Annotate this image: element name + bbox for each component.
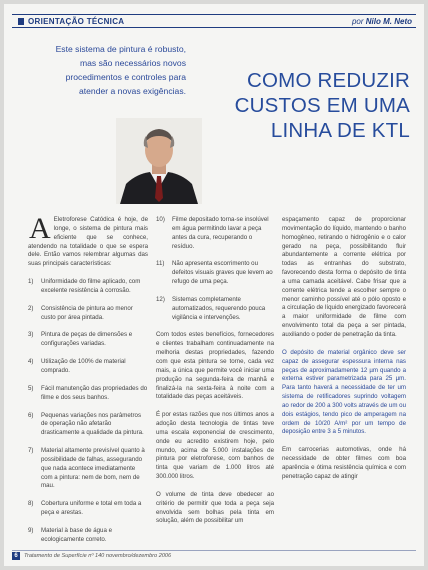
body-paragraph: espaçamento capaz de proporcionar movimentação do líquido, mantendo o banho homogêneo, retirando o hidrogênio e o calor gerado na peça, possibilitando fluir abundantemente a corrente elétrica por todas as entranhas do substrato, favorecendo desta forma o depósito de tinta a uma camada aceitável. Cabe frisar que a corrente elétrica tende a escolher sempre o menor caminho possível até o pólo oposto e a circulação de líquido energizado favorecerá a maior uniformidade de filme com envolvimento total da peça a ser pintada, auxiliando o poder de penetração da tinta. [282,216,406,338]
title-line: LINHA DE KTL [270,119,410,142]
lead-line: Este sistema de pintura é robusto, [55,44,186,54]
column-2 [156,216,274,526]
highlight-paragraph: O depósito de material orgânico deve ser capaz de assegurar espessura interna nas peças de aproximadamente 12 µm quando a externa estiver parametrizada para 25 µm. Para tanto haverá a necessidade de ter um sistema de retificadores suprindo voltagem ao redor de 200 a 300 volts através de um ou dois estágios, tendo pico de amperagem na ordem de 10/20 A/m² por um tempo de deposição entre 3 a 5 minutos. [282,348,406,436]
body-paragraph: É por estas razões que nos últimos anos a adoção desta tecnologia de tintas teve uma escala exponencial de crescimento, onde eu acredito existirem hoje, pelo mundo, acima de 5.000 instalações de pintura por eletroforese, com banhos de tinta que variam de 1.000 litros até 300.000 litros. [156,411,274,481]
body-paragraph: Com todos estes benefícios, fornecedores e clientes trabalham continuadamente na melhoria destas propriedades, fazendo com que esta pintura se torne, cada vez mais, a única que permite você iniciar uma produção na segunda-feira de manhã e finalizá-la na sexta-feira à noite com a totalidade das peças aceitáveis. [156,331,274,401]
intro-paragraph: A Eletroforese Catódica é hoje, de longe, o sistema de pintura mais eficiente que se conhece, atendendo na totalidade o que se espera dele. Então vamos relembrar algumas das suas principais características: [28,212,148,268]
page-footer [12,550,416,560]
list-item: 12) Sistemas completamente automatizados, requerendo pouca vigilância e intervenções. [156,295,266,321]
list-item: 7) Material altamente previsível quanto à possibilidade de falhas, assegurando que nada acontece imediatamente com a pintura: nem de bom, nem de mau. [28,447,145,490]
author-byline [352,15,412,28]
section-header [12,14,416,28]
lead-line: mas são necessários novos [79,58,186,68]
list-item: 10) Filme depositado torna-se insolúvel em água permitindo lavar a peça antes da cura, recuperando o resíduo. [156,216,269,250]
magazine-page [4,4,424,566]
list-item: 11) Não apresenta escorrimento ou defeitos visuais graves que levem ao refugo de uma peça. [156,260,273,286]
lead-line: procedimentos e controles para [65,72,186,82]
title-line: COMO REDUZIR [247,69,410,92]
list-item: 2) Consistência de pintura ao menor custo por área pintada. [28,304,133,321]
author-name: Nilo M. Neto [365,17,412,26]
list-item: 4) Utilização de 100% de material comprado. [28,358,126,374]
column-1 [28,212,148,545]
list-item: 9) Material à base de água e ecologicamente correto. [28,526,113,543]
author-portrait-image [116,118,202,204]
article-title [214,68,410,143]
body-paragraph: Em carrocerias automotivas, onde há necessidade de obter filmes com boa aparência e ótima resistência química e com penetração capaz de atingir [282,446,406,480]
list-item: 5) Fácil manutenção das propriedades do filme e dos seus banhos. [28,384,148,401]
column-3 [282,216,406,482]
list-item: 6) Pequenas variações nos parâmetros de operação não afetarão drasticamente a qualidade da pintura. [28,411,144,437]
lead-paragraph [34,42,186,98]
section-label: ORIENTAÇÃO TÉCNICA [28,17,125,26]
title-line: CUSTOS EM UMA [234,94,410,117]
drop-cap: A [29,212,51,245]
list-item: 8) Cobertura uniforme e total em toda a peça e arestas. [28,500,142,517]
body-paragraph: O volume de tinta deve obedecer ao critério de permitir que toda a peça seja envolvida sem bolhas pela tinta em solução, além de possibilitar um [156,490,274,525]
publication-info: Tratamento de Superfície nº 140 novembro/dezembro 2006 [24,553,172,559]
section-marker-icon [18,18,24,25]
lead-line: atender a novas exigências. [78,86,186,96]
author-photo [116,118,202,204]
list-item: 1) Uniformidade do filme aplicado, com excelente resistência à corrosão. [28,278,141,294]
list-item: 3) Pintura de peças de dimensões e configurações variadas. [28,331,133,348]
page-number: 6 [12,552,20,560]
author-prefix: por [351,17,364,26]
